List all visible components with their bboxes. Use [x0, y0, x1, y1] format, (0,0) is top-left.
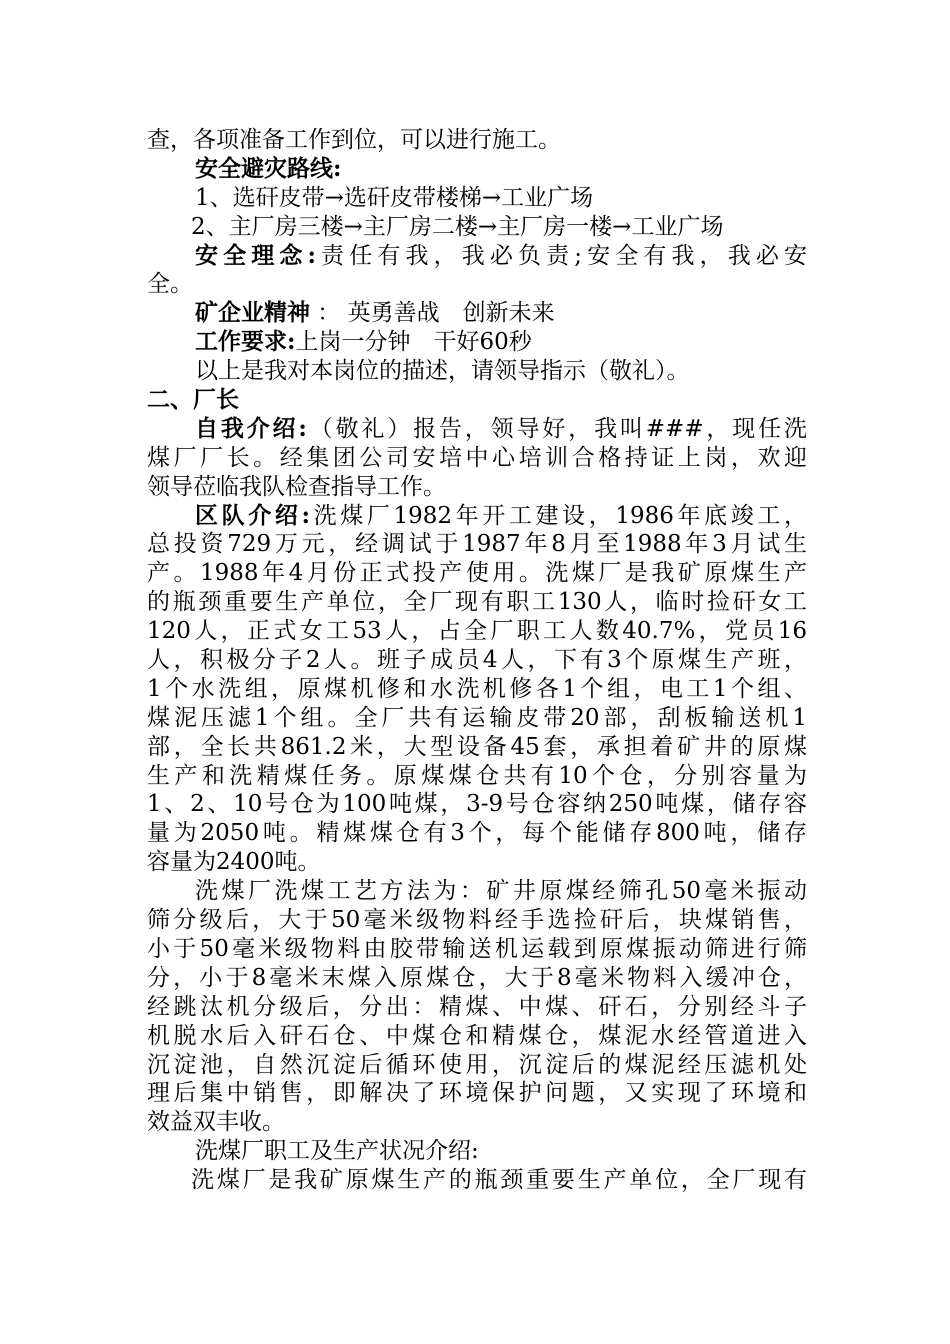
text-line: 自我介绍:（敬礼）报告，领导好，我叫###，现任洗	[195, 414, 807, 442]
text-line: 经跳汰机分级后，分出：精煤、中煤、矸石，分别经斗子	[147, 993, 807, 1020]
text-line: 矿企业精神 ： 英勇善战 创新未来	[195, 299, 555, 327]
text-line: 人，积极分子2人。班子成员4人，下有3个原煤生产班，	[147, 647, 807, 674]
document-page	[147, 126, 807, 1195]
text-line: 洗煤厂职工及生产状况介绍:	[195, 1138, 479, 1165]
text-line: 的瓶颈重要生产单位，全厂现有职工130人，临时捡矸女工	[147, 589, 807, 616]
text-line: 部，全长共861.2米，大型设备45套，承担着矿井的原煤	[147, 733, 807, 760]
text-line: 分，小于8毫米末煤入原煤仓，大于8毫米物料入缓冲仓，	[147, 964, 807, 991]
section-heading: 二、厂长	[147, 386, 239, 414]
text-line: 查，各项准备工作到位，可以进行施工。	[147, 127, 561, 153]
text-line: 煤厂厂长。经集团公司安培中心培训合格持证上岗，欢迎	[147, 444, 807, 471]
heading-safety-route: 安全避灾路线:	[195, 154, 342, 182]
text-line: 1、2、10号仓为100吨煤，3-9号仓容纳250吨煤，储存容	[147, 791, 807, 818]
text-line: 生产和洗精煤任务。原煤煤仓共有10个仓，分别容量为	[147, 762, 807, 789]
text-line: 筛分级后，大于50毫米级物料经手选捡矸后，块煤销售，	[147, 907, 807, 934]
text-line: 安全理念:责任有我，我必负责;安全有我，我必安	[195, 241, 807, 269]
text-line: 全。	[147, 271, 193, 298]
text-line: 区队介绍:洗煤厂1982年开工建设，1986年底竣工，	[195, 501, 807, 529]
text-line: 小于50毫米级物料由胶带输送机运载到原煤振动筛进行筛	[147, 935, 807, 962]
text-line: 1、选矸皮带→选矸皮带楼梯→工业广场	[195, 184, 594, 211]
text-line: 总投资729万元，经调试于1987年8月至1988年3月试生	[147, 531, 807, 558]
text-line: 领导莅临我队检查指导工作。	[147, 473, 446, 500]
text-line: 理后集中销售，即解决了环境保护问题，又实现了环境和	[147, 1080, 807, 1107]
text-line: 沉淀池，自然沉淀后循环使用，沉淀后的煤泥经压滤机处	[147, 1051, 807, 1078]
text-line: 机脱水后入矸石仓、中煤仓和精煤仓，煤泥水经管道进入	[147, 1022, 807, 1049]
text-line: 工作要求:上岗一分钟 干好60秒	[195, 328, 532, 356]
text-line: 煤泥压滤1个组。全厂共有运输皮带20部，刮板输送机1	[147, 704, 807, 731]
text-line: 以上是我对本岗位的描述，请领导指示（敬礼）。	[195, 358, 690, 385]
text-line: 2、主厂房三楼→主厂房二楼→主厂房一楼→工业广场	[191, 213, 724, 240]
text-line: 120人，正式女工53人，占全厂职工人数40.7%，党员16	[147, 618, 807, 645]
text-line: 洗煤厂是我矿原煤生产的瓶颈重要生产单位，全厂现有	[191, 1167, 807, 1194]
text-line: 容量为2400吨。	[147, 849, 321, 876]
text-line: 效益双丰收。	[147, 1109, 285, 1136]
text-line: 量为2050吨。精煤煤仓有3个，每个能储存800吨，储存	[147, 820, 807, 847]
text-line: 产。1988年4月份正式投产使用。洗煤厂是我矿原煤生产	[147, 560, 807, 587]
text-line: 1个水洗组，原煤机修和水洗机修各1个组，电工1个组、	[147, 675, 807, 702]
text-line: 洗煤厂洗煤工艺方法为：矿井原煤经筛孔50毫米振动	[195, 878, 807, 905]
